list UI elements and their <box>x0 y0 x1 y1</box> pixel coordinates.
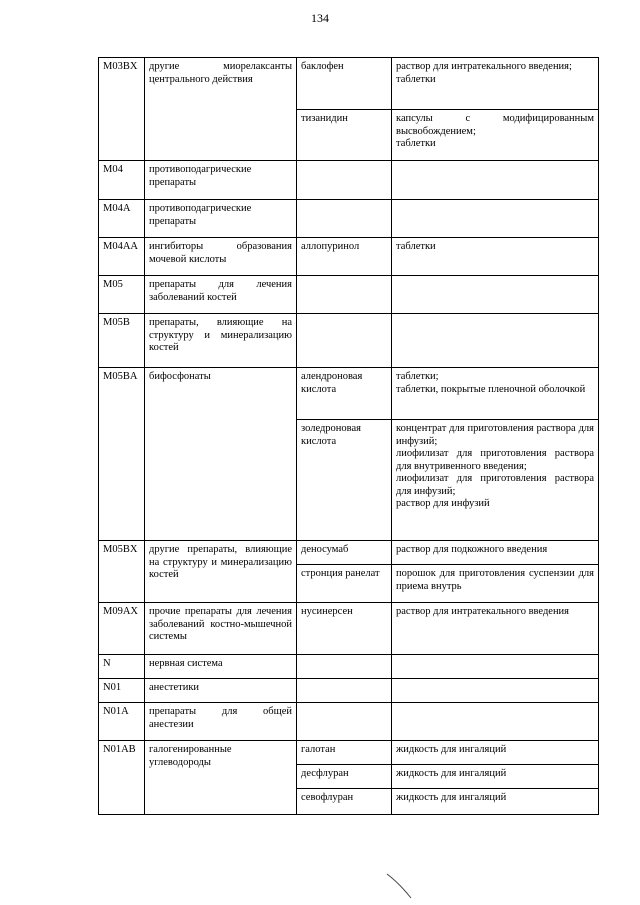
atc-group-cell: галогенированные углеводороды <box>145 741 297 815</box>
atc-group-cell: анестетики <box>145 679 297 703</box>
table-row <box>99 276 599 314</box>
dosage-form-cell <box>392 679 599 703</box>
drug-name-cell: деносумаб <box>297 541 392 565</box>
dosage-form-line: таблетки, покрытые пленочной оболочкой <box>396 383 586 395</box>
atc-code-cell: M04AA <box>99 238 145 276</box>
drug-name-cell <box>297 161 392 200</box>
drug-name-cell: десфлуран <box>297 765 392 789</box>
dosage-form-cell <box>392 655 599 679</box>
drug-name-cell: баклофен <box>297 58 392 110</box>
dosage-form-line: порошок для приготовления суспензии для приема внутрь <box>396 568 594 592</box>
atc-code-cell: M09AX <box>99 603 145 655</box>
atc-group-cell: нервная система <box>145 655 297 679</box>
drug-table <box>98 57 599 815</box>
atc-group-cell: противоподагрические препараты <box>145 200 297 238</box>
atc-code-cell: N01AB <box>99 741 145 815</box>
dosage-form-line: раствор для инфузий <box>396 498 490 509</box>
table-row <box>99 741 599 765</box>
drug-name-cell: алендроновая кислота <box>297 368 392 420</box>
drug-name-cell <box>297 655 392 679</box>
atc-code-cell: N01A <box>99 703 145 741</box>
table-row <box>99 603 599 655</box>
table-row <box>99 314 599 368</box>
dosage-form-cell <box>392 238 599 276</box>
atc-code-cell: M05B <box>99 314 145 368</box>
table-row <box>99 703 599 741</box>
dosage-form-cell <box>392 200 599 238</box>
atc-group-cell: прочие препараты для лечения заболеваний костно-мышечной системы <box>145 603 297 655</box>
table-row <box>99 161 599 200</box>
atc-group-cell: препараты, влияющие на структуру и минерализацию костей <box>145 314 297 368</box>
table-row <box>99 541 599 565</box>
atc-group-cell: препараты для лечения заболеваний костей <box>145 276 297 314</box>
dosage-form-line: раствор для интратекального введения <box>396 606 570 617</box>
atc-code-cell: M05BX <box>99 541 145 603</box>
dosage-form-line: раствор для подкожного введения <box>396 544 548 555</box>
dosage-form-line: таблетки; <box>396 371 439 382</box>
atc-code-cell: M05BA <box>99 368 145 541</box>
drug-name-cell: нусинерсен <box>297 603 392 655</box>
dosage-form-cell <box>392 314 599 368</box>
dosage-form-cell <box>392 161 599 200</box>
dosage-form-cell <box>392 703 599 741</box>
dosage-form-line: таблетки <box>396 241 436 252</box>
atc-code-cell: M03BX <box>99 58 145 161</box>
drug-name-cell <box>297 314 392 368</box>
dosage-form-line: таблетки <box>396 73 436 85</box>
table-row <box>99 238 599 276</box>
drug-name-cell: тизанидин <box>297 110 392 161</box>
dosage-form-line: жидкость для ингаляций <box>396 792 507 803</box>
drug-name-cell <box>297 276 392 314</box>
table-row <box>99 655 599 679</box>
page-number: 134 <box>311 11 329 25</box>
atc-group-cell: другие препараты, влияющие на структуру и минерализацию костей <box>145 541 297 603</box>
atc-code-cell: N <box>99 655 145 679</box>
table-row <box>99 679 599 703</box>
table-row <box>99 200 599 238</box>
dosage-form-cell <box>392 541 599 565</box>
dosage-form-line: капсулы с модифицированным высвобождением; <box>396 113 594 137</box>
dosage-form-line: раствор для интратекального введения; <box>396 61 572 72</box>
atc-group-cell: противоподагрические препараты <box>145 161 297 200</box>
dosage-form-line: концентрат для приготовления раствора для инфузий; <box>396 423 594 447</box>
drug-name-cell: севофлуран <box>297 789 392 815</box>
drug-name-cell <box>297 200 392 238</box>
drug-name-cell: галотан <box>297 741 392 765</box>
dosage-form-cell <box>392 603 599 655</box>
table-row <box>99 368 599 420</box>
atc-code-cell: N01 <box>99 679 145 703</box>
pen-mark <box>385 872 415 902</box>
atc-group-cell: бифосфонаты <box>145 368 297 541</box>
atc-code-cell: M04 <box>99 161 145 200</box>
dosage-form-cell <box>392 276 599 314</box>
drug-name-cell: аллопуринол <box>297 238 392 276</box>
drug-name-cell <box>297 703 392 741</box>
drug-name-cell: стронция ранелат <box>297 565 392 603</box>
dosage-form-line: лиофилизат для приготовления раствора для инфузий; <box>396 473 594 497</box>
dosage-form-cell <box>392 565 599 603</box>
dosage-form-cell <box>392 741 599 765</box>
dosage-form-line: жидкость для ингаляций <box>396 768 507 779</box>
atc-group-cell: препараты для общей анестезии <box>145 703 297 741</box>
dosage-form-cell <box>392 368 599 420</box>
dosage-form-cell <box>392 110 599 161</box>
atc-group-cell: ингибиторы образования мочевой кислоты <box>145 238 297 276</box>
dosage-form-line: жидкость для ингаляций <box>396 744 507 755</box>
dosage-form-line: лиофилизат для приготовления раствора для внутривенного введения; <box>396 448 594 472</box>
atc-code-cell: M05 <box>99 276 145 314</box>
dosage-form-cell <box>392 789 599 815</box>
dosage-form-line: таблетки <box>396 138 436 149</box>
atc-group-cell: другие миорелаксанты центрального действия <box>145 58 297 161</box>
table-row <box>99 58 599 110</box>
dosage-form-cell <box>392 58 599 110</box>
drug-name-cell: золедроновая кислота <box>297 420 392 541</box>
dosage-form-cell <box>392 765 599 789</box>
dosage-form-cell <box>392 420 599 541</box>
atc-code-cell: M04A <box>99 200 145 238</box>
drug-name-cell <box>297 679 392 703</box>
